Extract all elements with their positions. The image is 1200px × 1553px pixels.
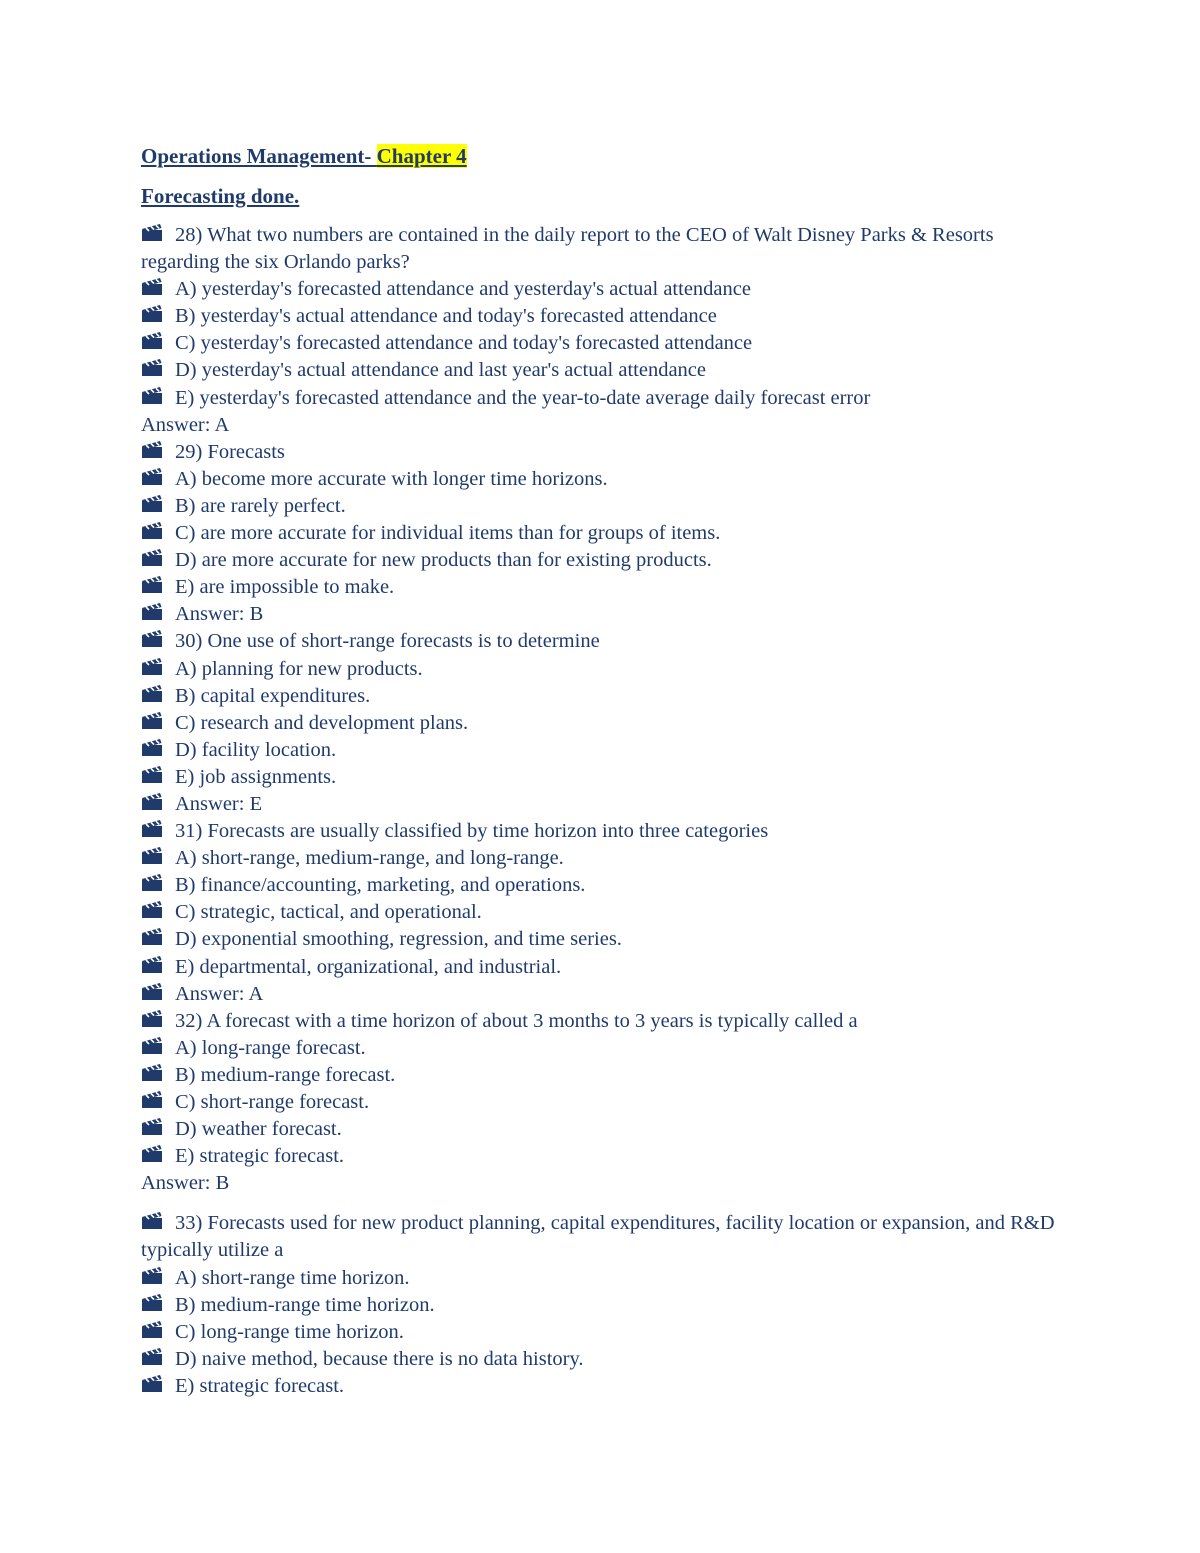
line-text: B) medium-range forecast. xyxy=(175,1063,396,1086)
question-line xyxy=(141,764,1061,791)
question-line xyxy=(141,1062,1061,1089)
clapperboard-icon xyxy=(141,955,165,975)
clapperboard-icon xyxy=(141,1211,165,1231)
line-text: E) strategic forecast. xyxy=(175,1145,345,1168)
question-line xyxy=(141,1089,1061,1116)
question-line xyxy=(141,1346,1061,1373)
question-line xyxy=(141,1210,1061,1264)
clapperboard-icon xyxy=(141,1144,165,1164)
line-text: 30) One use of short-range forecasts is to determine xyxy=(175,630,600,653)
line-text: B) are rarely perfect. xyxy=(175,494,346,517)
question-line xyxy=(141,520,1061,547)
clapperboard-icon xyxy=(141,927,165,947)
line-text: 29) Forecasts xyxy=(175,440,285,463)
clapperboard-icon xyxy=(141,684,165,704)
question-list xyxy=(141,222,1061,1400)
line-text: C) research and development plans. xyxy=(175,711,469,734)
line-text: A) short-range time horizon. xyxy=(175,1266,410,1289)
question-line xyxy=(141,926,1061,953)
title-highlight: Chapter 4 xyxy=(376,144,467,168)
clapperboard-icon xyxy=(141,1009,165,1029)
line-text: D) exponential smoothing, regression, and time series. xyxy=(175,928,622,951)
clapperboard-icon xyxy=(141,602,165,622)
clapperboard-icon xyxy=(141,1117,165,1137)
clapperboard-icon xyxy=(141,575,165,595)
answer-line xyxy=(141,1170,1061,1197)
line-text: Answer: B xyxy=(175,603,264,626)
clapperboard-icon xyxy=(141,819,165,839)
clapperboard-icon xyxy=(141,358,165,378)
clapperboard-icon xyxy=(141,900,165,920)
line-text: Answer: A xyxy=(175,982,264,1005)
line-text: Answer: E xyxy=(175,792,263,815)
question-line xyxy=(141,818,1061,845)
clapperboard-icon xyxy=(141,1036,165,1056)
clapperboard-icon xyxy=(141,223,165,243)
clapperboard-icon xyxy=(141,1374,165,1394)
line-text: A) become more accurate with longer time horizons. xyxy=(175,467,608,490)
line-text: B) medium-range time horizon. xyxy=(175,1293,435,1316)
question-line xyxy=(141,899,1061,926)
line-text: A) short-range, medium-range, and long-range. xyxy=(175,847,564,870)
answer-line xyxy=(141,981,1061,1008)
question-line xyxy=(141,303,1061,330)
line-text: C) short-range forecast. xyxy=(175,1091,370,1113)
question-line xyxy=(141,385,1061,412)
line-text: E) yesterday's forecasted attendance and the year-to-date average daily forecast error xyxy=(175,386,871,409)
question-line xyxy=(141,439,1061,466)
line-text: C) are more accurate for individual items than for groups of items. xyxy=(175,522,721,545)
line-text: E) job assignments. xyxy=(175,765,337,788)
line-text: Answer: B xyxy=(141,1172,230,1195)
question-line xyxy=(141,1265,1061,1292)
clapperboard-icon xyxy=(141,1347,165,1367)
page-title xyxy=(141,140,1061,172)
line-text: C) long-range time horizon. xyxy=(175,1320,404,1343)
question-line xyxy=(141,574,1061,601)
line-text: E) departmental, organizational, and industrial. xyxy=(175,955,562,978)
line-text: D) naive method, because there is no data history. xyxy=(175,1347,584,1370)
line-text: D) yesterday's actual attendance and last year's actual attendance xyxy=(175,359,707,382)
line-text: 33) Forecasts used for new product planning, capital expenditures, facility location or expansion, and R&D typically utilize a xyxy=(141,1212,1055,1262)
question-line xyxy=(141,222,1061,276)
clapperboard-icon xyxy=(141,331,165,351)
clapperboard-icon xyxy=(141,521,165,541)
clapperboard-icon xyxy=(141,494,165,514)
question-line xyxy=(141,1008,1061,1035)
line-text: B) finance/accounting, marketing, and operations. xyxy=(175,874,586,897)
clapperboard-icon xyxy=(141,846,165,866)
line-text: A) long-range forecast. xyxy=(175,1036,366,1059)
line-text: A) planning for new products. xyxy=(175,657,423,680)
line-text: D) weather forecast. xyxy=(175,1118,342,1141)
clapperboard-icon xyxy=(141,657,165,677)
clapperboard-icon xyxy=(141,467,165,487)
question-line xyxy=(141,872,1061,899)
question-line xyxy=(141,1319,1061,1346)
clapperboard-icon xyxy=(141,982,165,1002)
clapperboard-icon xyxy=(141,765,165,785)
question-line xyxy=(141,845,1061,872)
clapperboard-icon xyxy=(141,304,165,324)
clapperboard-icon xyxy=(141,440,165,460)
line-text: B) capital expenditures. xyxy=(175,684,371,707)
question-line xyxy=(141,357,1061,384)
question-line xyxy=(141,493,1061,520)
question-line xyxy=(141,1116,1061,1143)
clapperboard-icon xyxy=(141,277,165,297)
line-text: D) facility location. xyxy=(175,738,337,761)
clapperboard-icon xyxy=(141,738,165,758)
line-text: C) yesterday's forecasted attendance and today's forecasted attendance xyxy=(175,332,753,355)
clapperboard-icon xyxy=(141,1320,165,1340)
line-text: C) strategic, tactical, and operational. xyxy=(175,901,482,924)
question-line xyxy=(141,1143,1061,1170)
answer-line xyxy=(141,791,1061,818)
clapperboard-icon xyxy=(141,1293,165,1313)
clapperboard-icon xyxy=(141,1090,165,1110)
line-text: E) strategic forecast. xyxy=(175,1374,345,1397)
line-text: 28) What two numbers are contained in the daily report to the CEO of Walt Disney Parks & Resorts regarding the six Orlando parks? xyxy=(141,224,994,274)
question-line xyxy=(141,710,1061,737)
question-line xyxy=(141,656,1061,683)
question-line xyxy=(141,683,1061,710)
clapperboard-icon xyxy=(141,548,165,568)
line-text: D) are more accurate for new products than for existing products. xyxy=(175,549,712,572)
clapperboard-icon xyxy=(141,711,165,731)
question-line xyxy=(141,1373,1061,1400)
answer-line xyxy=(141,601,1061,628)
question-line xyxy=(141,330,1061,357)
line-text: Answer: A xyxy=(141,413,230,436)
clapperboard-icon xyxy=(141,1266,165,1286)
question-line xyxy=(141,1292,1061,1319)
page-subtitle: Forecasting done. xyxy=(141,184,300,208)
clapperboard-icon xyxy=(141,873,165,893)
clapperboard-icon xyxy=(141,1063,165,1083)
clapperboard-icon xyxy=(141,629,165,649)
question-line xyxy=(141,1035,1061,1062)
question-line xyxy=(141,737,1061,764)
question-line xyxy=(141,466,1061,493)
line-text: E) are impossible to make. xyxy=(175,576,395,599)
question-line xyxy=(141,954,1061,981)
title-prefix: Operations Management- xyxy=(141,144,377,168)
answer-line xyxy=(141,412,1061,439)
line-text: 31) Forecasts are usually classified by time horizon into three categories xyxy=(175,820,769,843)
clapperboard-icon xyxy=(141,386,165,406)
question-line xyxy=(141,628,1061,655)
clapperboard-icon xyxy=(141,792,165,812)
line-text: A) yesterday's forecasted attendance and yesterday's actual attendance xyxy=(175,278,751,301)
line-text: 32) A forecast with a time horizon of about 3 months to 3 years is typically called a xyxy=(175,1009,858,1032)
document-page xyxy=(141,140,1061,1400)
line-text: B) yesterday's actual attendance and today's forecasted attendance xyxy=(175,305,717,328)
question-line xyxy=(141,276,1061,303)
question-line xyxy=(141,547,1061,574)
